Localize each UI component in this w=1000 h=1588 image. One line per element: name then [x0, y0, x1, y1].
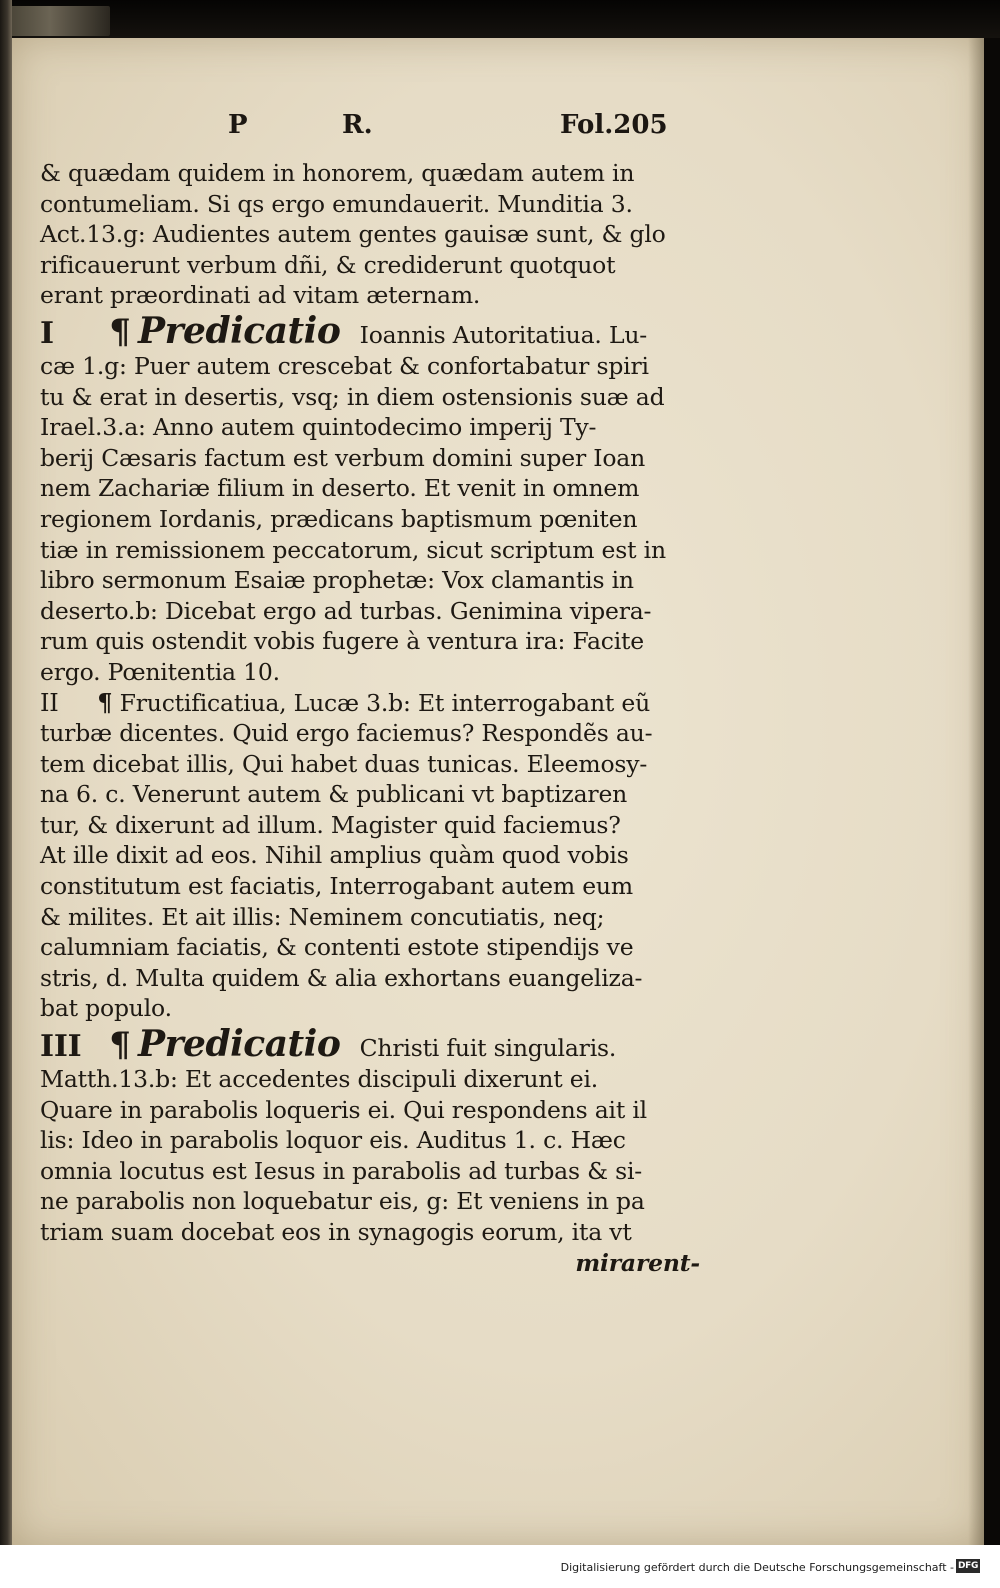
section-heading-rest: Ioannis Autoritatiua. Lu- — [359, 320, 648, 349]
folio-number: Fol.205 — [560, 110, 668, 140]
text-line: ne parabolis non loquebatur eis, g: Et veniens in pa — [40, 1187, 645, 1216]
text-line: ergo. Pœnitentia 10. — [40, 657, 280, 686]
text-line: Act.13.g: Audientes autem gentes gauisæ sunt, & glo — [40, 220, 666, 249]
text-line: rificauerunt verbum dñi, & crediderunt quotquot — [40, 250, 616, 279]
catchword: mirarent- — [575, 1248, 700, 1277]
text-line: tu & erat in desertis, vsq; in diem ostensionis suæ ad — [40, 382, 665, 411]
text-line: nem Zachariæ filium in deserto. Et venit in omnem — [40, 474, 640, 503]
text-line: contumeliam. Si qs ergo emundauerit. Munditia 3. — [40, 189, 633, 218]
text-line: libro sermonum Esaiæ prophetæ: Vox clamantis in — [40, 566, 634, 595]
section-heading-1 — [40, 311, 700, 351]
page-body-text — [40, 158, 700, 1278]
book-page — [12, 38, 984, 1545]
text-line: calumniam faciatis, & contenti estote stipendijs ve — [40, 933, 634, 962]
section-heading-rest: Christi fuit singularis. — [359, 1034, 617, 1063]
section-heading-3 — [40, 1024, 700, 1064]
pilcrow-mark: ¶ — [109, 311, 131, 352]
text-line: tiæ in remissionem peccatorum, sicut scriptum est in — [40, 535, 666, 564]
text-line: & quædam quidem in honorem, quædam autem in — [40, 159, 635, 187]
running-head-left: P — [228, 110, 248, 140]
section-numeral: II — [40, 688, 59, 717]
text-line: triam suam docebat eos in synagogis eorum, ita vt — [40, 1218, 632, 1246]
section-numeral: III — [40, 1029, 82, 1065]
text-line: na 6. c. Venerunt autem & publicani vt baptizaren — [40, 780, 628, 809]
running-head — [12, 110, 984, 144]
funding-credit: Digitalisierung gefördert durch die Deutsche Forschungsgemeinschaft - — [560, 1561, 954, 1574]
text-line: rum quis ostendit vobis fugere à ventura ira: Facite — [40, 627, 645, 656]
section-heading-2 — [40, 688, 700, 719]
text-line: omnia locutus est Iesus in parabolis ad turbas & si- — [40, 1156, 643, 1185]
text-line: Matth.13.b: Et accedentes discipuli dixerunt ei. — [40, 1065, 599, 1094]
digitization-footer — [0, 1545, 1000, 1588]
section-heading-word: Predicatio — [138, 309, 341, 352]
text-line: Quare in parabolis loqueris ei. Qui respondens ait il — [40, 1095, 647, 1124]
text-line: lis: Ideo in parabolis loquor eis. Auditus 1. c. Hæc — [40, 1126, 626, 1155]
text-line: berij Cæsaris factum est verbum domini super Ioan — [40, 443, 646, 472]
pilcrow-mark: ¶ — [97, 687, 113, 717]
section-heading-word: Predicatio — [138, 1023, 341, 1066]
running-head-middle: R. — [342, 110, 373, 140]
text-line: constitutum est faciatis, Interrogabant autem eum — [40, 872, 633, 901]
text-line: cæ 1.g: Puer autem crescebat & confortabatur spiri — [40, 351, 649, 380]
section-numeral: I — [40, 315, 54, 351]
text-line: erant præordinati ad vitam æternam. — [40, 281, 481, 310]
text-line: turbæ dicentes. Quid ergo faciemus? Respondẽs au- — [40, 719, 653, 748]
pilcrow-mark: ¶ — [109, 1025, 131, 1066]
section-heading-rest: Fructificatiua, Lucæ 3.b: Et interrogabant eũ — [119, 688, 651, 717]
text-line: tur, & dixerunt ad illum. Magister quid faciemus? — [40, 810, 621, 839]
text-line: Irael.3.a: Anno autem quintodecimo imperij Ty- — [40, 413, 597, 442]
scan-top-edge — [0, 0, 1000, 38]
dfg-logo: DFG — [957, 1561, 979, 1571]
text-line: deserto.b: Dicebat ergo ad turbas. Genimina vipera- — [40, 596, 652, 625]
text-line: At ille dixit ad eos. Nihil amplius quàm quod vobis — [40, 841, 629, 870]
text-line: & milites. Et ait illis: Neminem concutiatis, neq; — [40, 902, 605, 931]
text-line: stris, d. Multa quidem & alia exhortans euangeliza- — [40, 963, 643, 992]
text-line: tem dicebat illis, Qui habet duas tunicas. Eleemosy- — [40, 749, 648, 778]
scan-corner-mark — [10, 6, 110, 36]
text-line: regionem Iordanis, prædicans baptismum pœniten — [40, 504, 638, 533]
text-line: bat populo. — [40, 994, 172, 1023]
scan-left-edge — [0, 0, 12, 1545]
